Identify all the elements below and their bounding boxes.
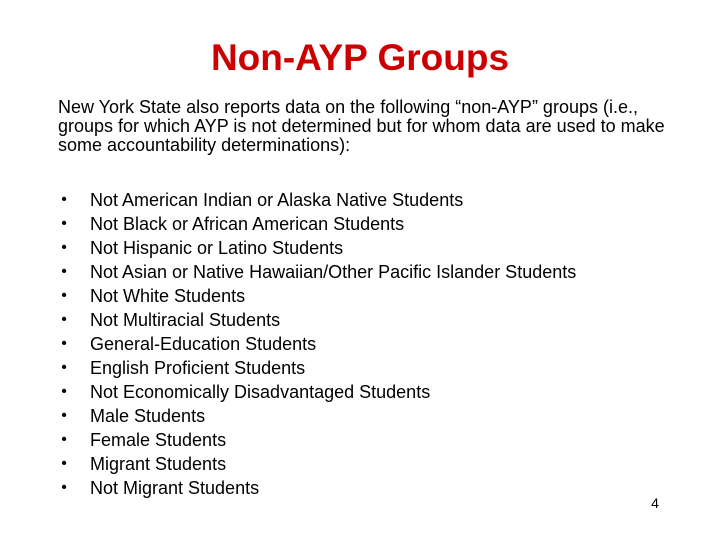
list-item [58,476,576,500]
bullet-icon: • [61,479,67,496]
bullet-icon: • [61,263,67,280]
bullet-icon: • [61,359,67,376]
page-number: 4 [651,495,659,511]
list-item [58,212,576,236]
list-item-label: Not White Students [90,286,246,306]
bullet-icon: • [61,431,67,448]
bullet-icon: • [61,311,67,328]
list-item [58,356,576,380]
list-item-label: Female Students [90,430,227,450]
list-item [58,332,576,356]
list-item [58,452,576,476]
list-item [58,308,576,332]
bullet-icon: • [61,407,67,424]
bullet-icon: • [61,215,67,232]
intro-paragraph: New York State also reports data on the following “non-AYP” groups (i.e., groups for which AYP is not determined but for whom data are used to make some accountability determinations): [58,97,665,155]
list-item-label: Not Hispanic or Latino Students [90,238,344,258]
list-item-label: Not Migrant Students [90,478,260,498]
bullet-icon: • [61,239,67,256]
group-list [58,188,576,500]
list-item-label: Not Multiracial Students [90,310,281,330]
list-item-label: Not Black or African American Students [90,214,405,234]
bullet-icon: • [61,191,67,208]
list-item-label: Not Economically Disadvantaged Students [90,382,431,402]
bullet-icon: • [61,287,67,304]
list-item-label: Male Students [90,406,206,426]
list-item [58,188,576,212]
bullet-icon: • [61,455,67,472]
list-item [58,428,576,452]
list-item [58,284,576,308]
list-item [58,380,576,404]
list-item [58,260,576,284]
list-item [58,404,576,428]
slide-title: Non-AYP Groups [210,37,510,78]
bullet-icon: • [61,383,67,400]
list-item-label: English Proficient Students [90,358,306,378]
list-item-label: General-Education Students [90,334,317,354]
list-item-label: Migrant Students [90,454,227,474]
list-item [58,236,576,260]
bullet-icon: • [61,335,67,352]
list-item-label: Not Asian or Native Hawaiian/Other Pacific Islander Students [90,262,577,282]
list-item-label: Not American Indian or Alaska Native Students [90,190,464,210]
